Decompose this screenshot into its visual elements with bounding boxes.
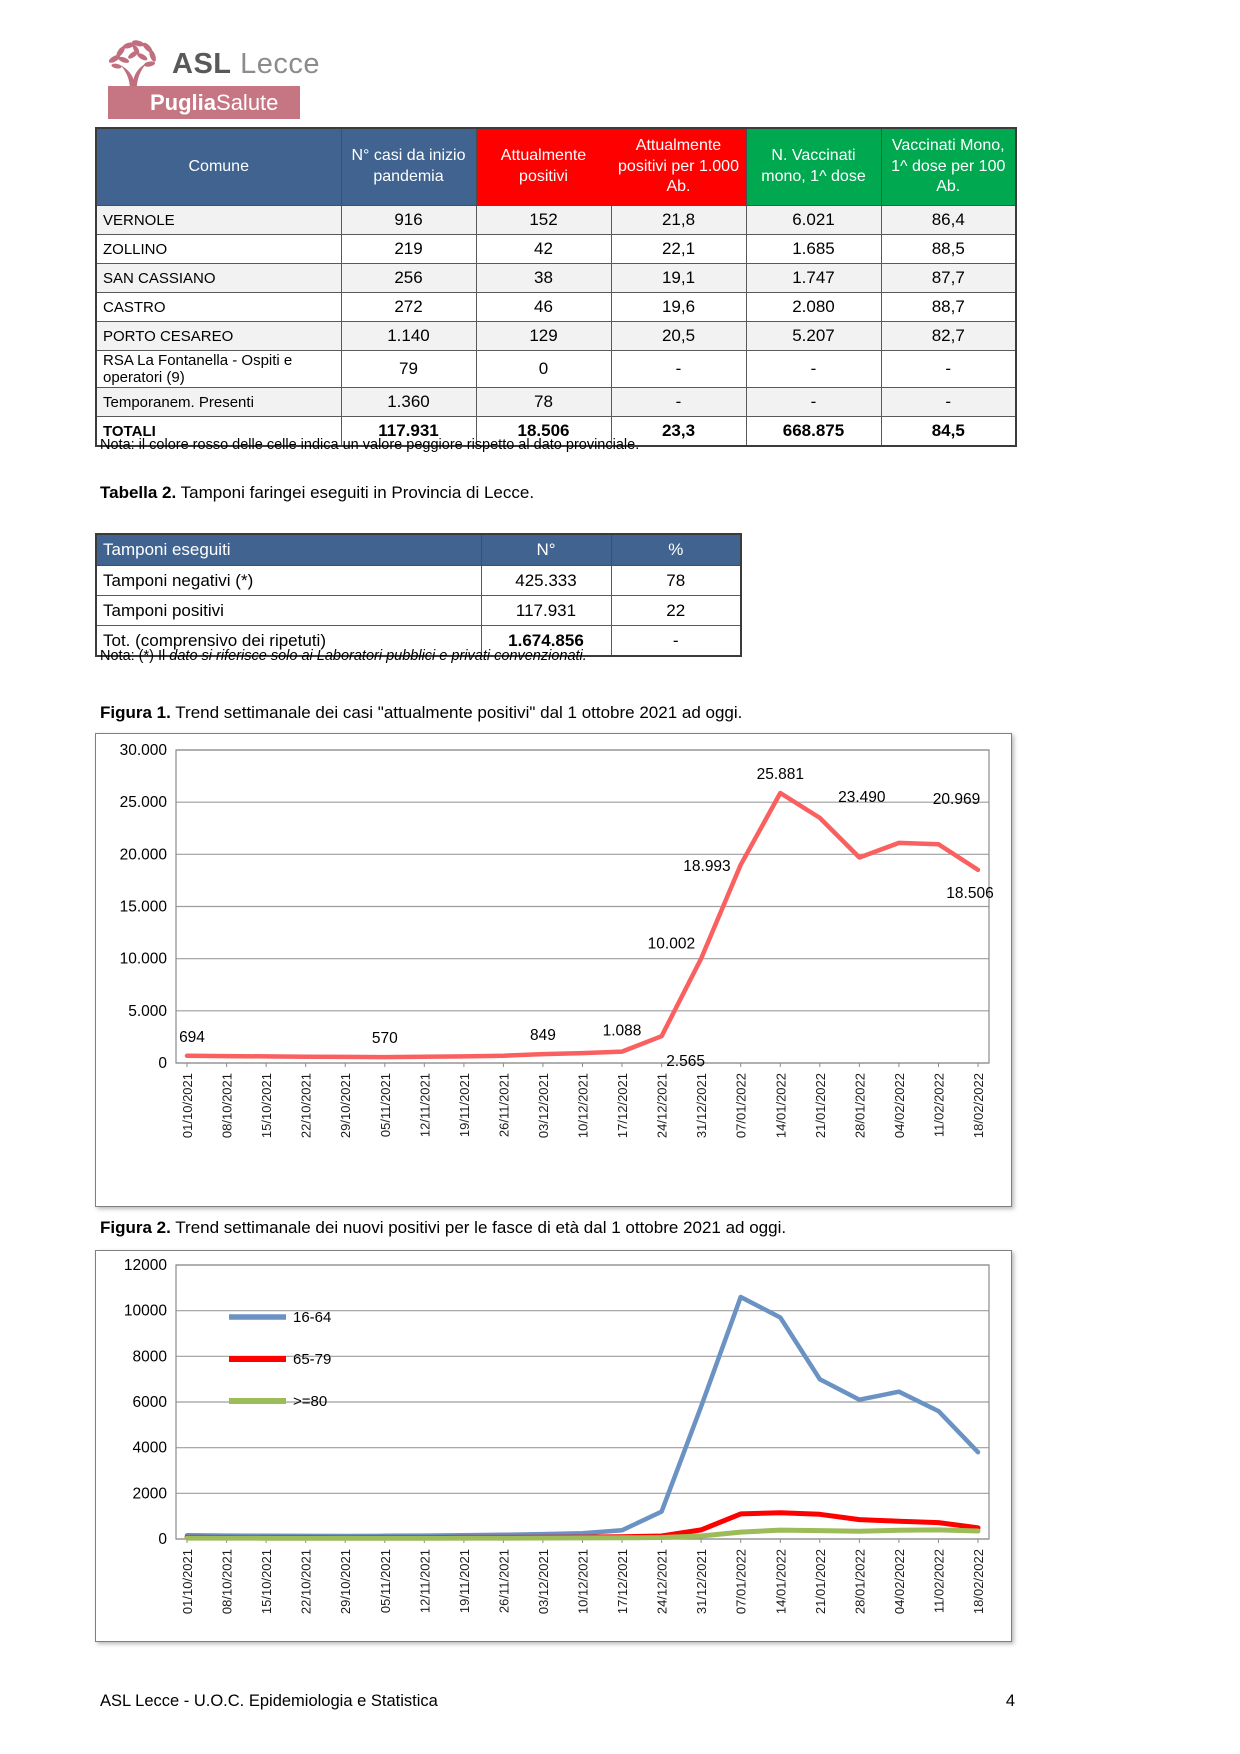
x-axis-date-label: 17/12/2021 (615, 1073, 630, 1139)
x-axis-date-label: 04/02/2022 (891, 1073, 907, 1139)
x-axis-date-label: 28/01/2022 (852, 1549, 868, 1615)
col-header-vaccinati: N. Vaccinati mono, 1^ dose (746, 128, 881, 206)
percent-cell: 78 (611, 566, 741, 596)
value-cell: 1.747 (746, 264, 881, 293)
x-axis-date-label: 10/12/2021 (575, 1073, 591, 1139)
comune-cell: RSA La Fontanella - Ospiti e operatori (9) (96, 351, 341, 388)
data-point-label: 23.490 (838, 788, 886, 806)
tamponi-label-cell: Tot. (comprensivo dei ripetuti) (96, 626, 481, 657)
col-header-positivi-per-1000: Attualmente positivi per 1.000 Ab. (611, 128, 746, 206)
x-axis-date-label: 08/10/2021 (219, 1073, 235, 1139)
y-axis-tick-label: 8000 (132, 1348, 167, 1366)
tamponi-label-cell: Tamponi positivi (96, 596, 481, 626)
value-cell: 42 (476, 235, 611, 264)
data-point-label: 10.002 (647, 935, 696, 953)
value-cell: - (881, 388, 1016, 417)
comune-cell: CASTRO (96, 293, 341, 322)
numero-cell: 1.674.856 (481, 626, 611, 657)
table1-note: Nota: il colore rosso delle celle indica un valore peggiore rispetto al dato provinciale. (100, 437, 640, 453)
value-cell: 219 (341, 235, 476, 264)
table-row (96, 596, 741, 626)
x-axis-date-label: 01/10/2021 (180, 1549, 195, 1615)
tamponi-table (95, 533, 742, 657)
x-axis-date-label: 18/02/2022 (971, 1549, 986, 1615)
y-axis-tick-label: 4000 (132, 1439, 167, 1457)
x-axis-date-label: 07/01/2022 (733, 1549, 749, 1615)
value-cell: 46 (476, 293, 611, 322)
value-cell: 20,5 (611, 322, 746, 351)
col-header-numero: N° (481, 534, 611, 566)
y-axis-tick-label: 10.000 (119, 950, 167, 968)
x-axis-date-label: 24/12/2021 (654, 1549, 670, 1615)
x-axis-date-label: 24/12/2021 (654, 1073, 670, 1139)
col-header-tamponi: Tamponi eseguiti (96, 534, 481, 566)
value-cell: 86,4 (881, 206, 1016, 235)
asl-lecce-logo (100, 30, 400, 125)
logo-wordmark (172, 48, 320, 81)
x-axis-date-label: 18/02/2022 (971, 1073, 986, 1139)
table-row (96, 235, 1016, 264)
x-axis-date-label: 10/12/2021 (575, 1549, 591, 1615)
data-point-label: 2.565 (666, 1053, 705, 1071)
value-cell: 84,5 (881, 417, 1016, 447)
data-point-label: 25.881 (756, 766, 805, 783)
x-axis-date-label: 21/01/2022 (812, 1073, 828, 1139)
value-cell: - (746, 351, 881, 388)
trend-line (187, 1297, 978, 1536)
y-axis-tick-label: 20.000 (119, 846, 167, 864)
y-axis-tick-label: 2000 (132, 1485, 167, 1503)
legend-label: >=80 (293, 1393, 328, 1410)
figura2-box (95, 1250, 1012, 1642)
x-axis-date-label: 17/12/2021 (615, 1549, 630, 1615)
data-point-label: 849 (529, 1027, 556, 1045)
data-point-label: 694 (179, 1028, 205, 1046)
value-cell: 79 (341, 351, 476, 388)
col-header-attualmente-positivi: Attualmente positivi (476, 128, 611, 206)
x-axis-date-label: 04/02/2022 (891, 1549, 907, 1615)
value-cell: 19,6 (611, 293, 746, 322)
x-axis-date-label: 14/01/2022 (773, 1073, 789, 1139)
comune-cell: VERNOLE (96, 206, 341, 235)
footer-left-text: ASL Lecce - U.O.C. Epidemiologia e Statistica (100, 1692, 438, 1710)
x-axis-date-label: 28/01/2022 (852, 1073, 868, 1139)
value-cell: 22,1 (611, 235, 746, 264)
x-axis-date-label: 31/12/2021 (694, 1549, 710, 1615)
value-cell: - (611, 388, 746, 417)
x-axis-date-label: 01/10/2021 (180, 1073, 195, 1139)
x-axis-date-label: 12/11/2021 (417, 1549, 433, 1614)
y-axis-tick-label: 6000 (132, 1394, 167, 1411)
y-axis-tick-label: 12000 (123, 1257, 167, 1274)
value-cell: 129 (476, 322, 611, 351)
value-cell: 87,7 (881, 264, 1016, 293)
value-cell: 152 (476, 206, 611, 235)
page-footer (100, 1692, 1015, 1711)
data-point-label: 18.993 (683, 857, 731, 875)
x-axis-date-label: 03/12/2021 (535, 1073, 551, 1139)
x-axis-date-label: 14/01/2022 (773, 1549, 789, 1615)
data-point-label: 20.969 (932, 791, 981, 809)
value-cell: 5.207 (746, 322, 881, 351)
x-axis-date-label: 29/10/2021 (338, 1073, 354, 1139)
value-cell: 23,3 (611, 417, 746, 447)
x-axis-date-label: 19/11/2021 (456, 1073, 472, 1138)
comuni-cases-table (95, 127, 1017, 447)
col-header-comune: Comune (96, 128, 341, 206)
value-cell: 38 (476, 264, 611, 293)
comune-cell: Temporanem. Presenti (96, 388, 341, 417)
comune-cell: PORTO CESAREO (96, 322, 341, 351)
value-cell: 668.875 (746, 417, 881, 447)
comune-cell: SAN CASSIANO (96, 264, 341, 293)
comune-cell: TOTALI (96, 417, 341, 447)
figura1-box (95, 733, 1012, 1207)
figura1-caption: Figura 1. Trend settimanale dei casi "attualmente positivi" dal 1 ottobre 2021 ad oggi. (100, 703, 743, 722)
x-axis-date-label: 19/11/2021 (456, 1549, 472, 1614)
x-axis-date-label: 31/12/2021 (694, 1073, 710, 1139)
x-axis-date-label: 11/02/2022 (931, 1073, 947, 1138)
x-axis-date-label: 08/10/2021 (219, 1549, 235, 1615)
col-header-vaccinati-per-100: Vaccinati Mono, 1^ dose per 100 Ab. (881, 128, 1016, 206)
table2-note: Nota: (*) Il dato si riferisce solo ai Laboratori pubblici e privati convenzionati. (100, 648, 587, 664)
value-cell: 78 (476, 388, 611, 417)
value-cell: - (746, 388, 881, 417)
value-cell: 88,5 (881, 235, 1016, 264)
table-row (96, 351, 1016, 388)
x-axis-date-label: 21/01/2022 (812, 1549, 828, 1615)
numero-cell: 117.931 (481, 596, 611, 626)
percent-cell: 22 (611, 596, 741, 626)
value-cell: 82,7 (881, 322, 1016, 351)
y-axis-tick-label: 5.000 (128, 1002, 167, 1020)
value-cell: 1.360 (341, 388, 476, 417)
footer-page-number: 4 (1005, 1692, 1015, 1710)
x-axis-date-label: 03/12/2021 (535, 1549, 551, 1615)
x-axis-date-label: 15/10/2021 (259, 1073, 275, 1139)
x-axis-date-label: 22/10/2021 (298, 1073, 314, 1139)
value-cell: 0 (476, 351, 611, 388)
table-row (96, 388, 1016, 417)
x-axis-date-label: 15/10/2021 (259, 1549, 275, 1615)
value-cell: 19,1 (611, 264, 746, 293)
value-cell: 117.931 (341, 417, 476, 447)
y-axis-tick-label: 0 (158, 1531, 167, 1548)
value-cell: 18.506 (476, 417, 611, 447)
figura2-caption: Figura 2. Trend settimanale dei nuovi positivi per le fasce di età dal 1 ottobre 2021 ad oggi. (100, 1218, 787, 1237)
x-axis-date-label: 11/02/2022 (931, 1549, 947, 1614)
value-cell: - (611, 351, 746, 388)
pugliasalute-banner (108, 86, 300, 119)
logo-asl-text: ASL (172, 48, 232, 80)
value-cell: 1.140 (341, 322, 476, 351)
olive-tree-icon (102, 32, 164, 94)
value-cell: 21,8 (611, 206, 746, 235)
col-header-percent: % (611, 534, 741, 566)
y-axis-tick-label: 0 (158, 1055, 167, 1072)
banner-puglia-text: Puglia (150, 89, 217, 115)
value-cell: - (881, 351, 1016, 388)
table-row (96, 322, 1016, 351)
table-row (96, 206, 1016, 235)
y-axis-tick-label: 25.000 (119, 794, 167, 812)
value-cell: 1.685 (746, 235, 881, 264)
comune-cell: ZOLLINO (96, 235, 341, 264)
value-cell: 88,7 (881, 293, 1016, 322)
numero-cell: 425.333 (481, 566, 611, 596)
banner-salute-text: Salute (216, 89, 279, 115)
figura2-chart (96, 1251, 1011, 1641)
y-axis-tick-label: 30.000 (119, 742, 167, 759)
table-row (96, 264, 1016, 293)
x-axis-date-label: 26/11/2021 (496, 1073, 512, 1138)
x-axis-date-label: 07/01/2022 (733, 1073, 749, 1139)
x-axis-date-label: 29/10/2021 (338, 1549, 354, 1615)
legend-label: 16-64 (293, 1309, 332, 1326)
table-header-row (96, 534, 741, 566)
value-cell: 272 (341, 293, 476, 322)
value-cell: 2.080 (746, 293, 881, 322)
trend-line (187, 791, 981, 1057)
percent-cell: - (611, 626, 741, 657)
tamponi-label-cell: Tamponi negativi (*) (96, 566, 481, 596)
tabella2-caption: Tabella 2. Tamponi faringei eseguiti in Provincia di Lecce. (100, 483, 535, 502)
value-cell: 256 (341, 264, 476, 293)
data-point-label: 18.506 (946, 884, 994, 902)
legend-label: 65-79 (293, 1351, 332, 1368)
data-point-label: 1.088 (602, 1022, 642, 1040)
data-point-label: 570 (371, 1030, 398, 1048)
x-axis-date-label: 12/11/2021 (417, 1073, 433, 1138)
x-axis-date-label: 05/11/2021 (377, 1549, 393, 1614)
value-cell: 6.021 (746, 206, 881, 235)
value-cell: 916 (341, 206, 476, 235)
figura1-chart (96, 734, 1011, 1206)
y-axis-tick-label: 10000 (123, 1302, 167, 1320)
col-header-casi: N° casi da inizio pandemia (341, 128, 476, 206)
x-axis-date-label: 26/11/2021 (496, 1549, 512, 1614)
y-axis-tick-label: 15.000 (119, 898, 167, 916)
x-axis-date-label: 22/10/2021 (298, 1549, 314, 1615)
logo-lecce-text: Lecce (240, 48, 320, 80)
table-row (96, 293, 1016, 322)
x-axis-date-label: 05/11/2021 (377, 1073, 393, 1138)
table-row (96, 566, 741, 596)
table-header-row (96, 128, 1016, 206)
